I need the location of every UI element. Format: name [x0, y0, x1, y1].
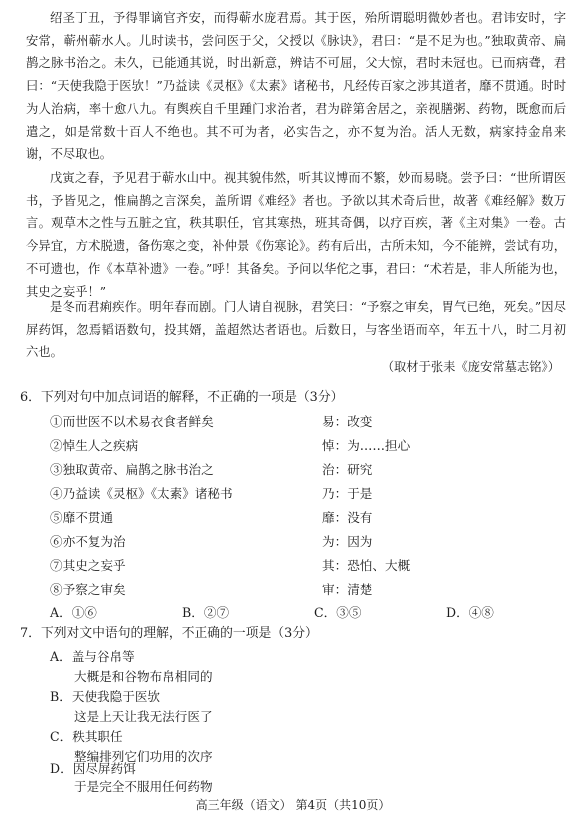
q6-answer-choices — [50, 602, 578, 621]
question-7-stem: 7．下列对文中语句的理解，不正确的一项是（3分） — [20, 626, 318, 641]
q6-choice-d[interactable]: D．④⑧ — [446, 605, 494, 620]
q7-option-a-explanation: 大概是和谷物布帛相同的 — [74, 669, 213, 684]
q6-choice-a[interactable]: A．①⑥ — [50, 605, 97, 620]
q6-item-2: ②悼生人之疾病 — [50, 438, 139, 453]
q7-option-b[interactable]: B．天使我隐于医欤 — [50, 689, 161, 704]
passage-paragraph-1: 绍圣丁丑，予得罪谪官齐安，而得蕲水庞君焉。其于医，殆所谓聪明微妙者也。君讳安时，字安常，蕲州蕲水人。儿时读书，尝问医于父，父授以《脉诀》，君曰：“是不足为也。”独取黄帝、扁鹊之脉书治之。未久，已能通其说，时出新意，辨诘不可屈，父大惊，君时未冠也。已而病聋，君曰：“天使我隐于医欤！”乃益读《灵枢》《太素》诸秘书，凡经传百家之涉其道者，靡不贯通。时时为人治病，率十愈八九。有舆疾自千里踵门求治者，君为辟第舍居之，亲视膳粥、药物，既愈而后遣之，如是常数十百人不绝也。其不可为者，必实告之，亦不复为治。活人无数，病家持金帛来谢，不尽取也。 — [26, 11, 566, 162]
q6-choice-b[interactable]: B．②⑦ — [182, 605, 230, 620]
page-footer: 高三年级（语文） 第4页（共10页） — [195, 798, 391, 812]
q6-item-5: ⑤靡不贯通 — [50, 510, 113, 525]
q6-choice-c[interactable]: C．③⑤ — [314, 605, 362, 620]
passage-source: （取材于张耒《庞安常墓志铭》） — [381, 360, 560, 374]
question-6-stem: 6．下列对句中加点词语的解释，不正确的一项是（3分） — [20, 390, 344, 405]
q6-item-4: ④乃益读《灵枢》《太素》诸秘书 — [50, 486, 233, 501]
q6-item-2-gloss: 悼：为……担心 — [322, 438, 411, 453]
q6-item-5-gloss: 靡：没有 — [322, 510, 373, 525]
q6-item-8: ⑧予察之审矣 — [50, 582, 126, 597]
q6-item-1: ①而世医不以术易衣食者鲜矣 — [50, 414, 214, 429]
q6-item-1-gloss: 易：改变 — [322, 414, 373, 429]
q6-item-6-gloss: 为：因为 — [322, 534, 373, 549]
q7-option-c[interactable]: C．秩其职任 — [50, 729, 123, 744]
q6-item-7: ⑦其史之妄乎 — [50, 558, 126, 573]
q6-item-8-gloss: 审：清楚 — [322, 582, 373, 597]
q6-item-3-gloss: 治：研究 — [322, 462, 373, 477]
passage-paragraph-2: 戊寅之春，予见君于蕲水山中。视其貌伟然，听其议博而不繁，妙而易晓。尝予曰：“世所谓医书，予皆见之，惟扁鹊之言深矣，盖所谓《难经》者也。予欲以其术奇后世，故著《难经解》数万言。观草木之性与五脏之宜，秩其职任，官其寒热，班其奇偶，以疗百疾，著《主对集》一卷。古今异宜，方术脱遗，备伤寒之变，补仲景《伤寒论》。药有后出，古所未知，今不能辨，尝试有功，不可遗也，作《本草补遗》一卷。”呼！其备矣。予问以华佗之事，君曰：“术若是，非人所能为也，其史之妄乎！” — [26, 171, 566, 299]
q7-option-d-explanation: 于是完全不服用任何药物 — [74, 779, 213, 794]
passage-paragraph-3: 是冬而君痢疾作。明年春而剧。门人请自视脉，君笑曰：“予察之审矣，胃气已绝，死矣。”因尽屏药饵，忽焉韬语数句，投其婿，盖超然达者语也。后数日，与客坐语而卒，年五十八，时二月初六也。 — [26, 300, 566, 360]
q6-item-6: ⑥亦不复为治 — [50, 534, 126, 549]
q7-option-c-explanation: 整编排列它们功用的次序 — [74, 749, 213, 764]
q7-option-a[interactable]: A．盖与谷帛等 — [50, 649, 135, 664]
q6-item-3: ③独取黄帝、扁鹊之脉书治之 — [50, 462, 214, 477]
q7-option-b-explanation: 这是上天让我无法行医了 — [74, 709, 213, 724]
q7-option-d[interactable]: D．因尽屏药饵 — [50, 761, 136, 776]
q6-item-7-gloss: 其：恐怕、大概 — [322, 558, 411, 573]
q6-item-4-gloss: 乃：于是 — [322, 486, 373, 501]
